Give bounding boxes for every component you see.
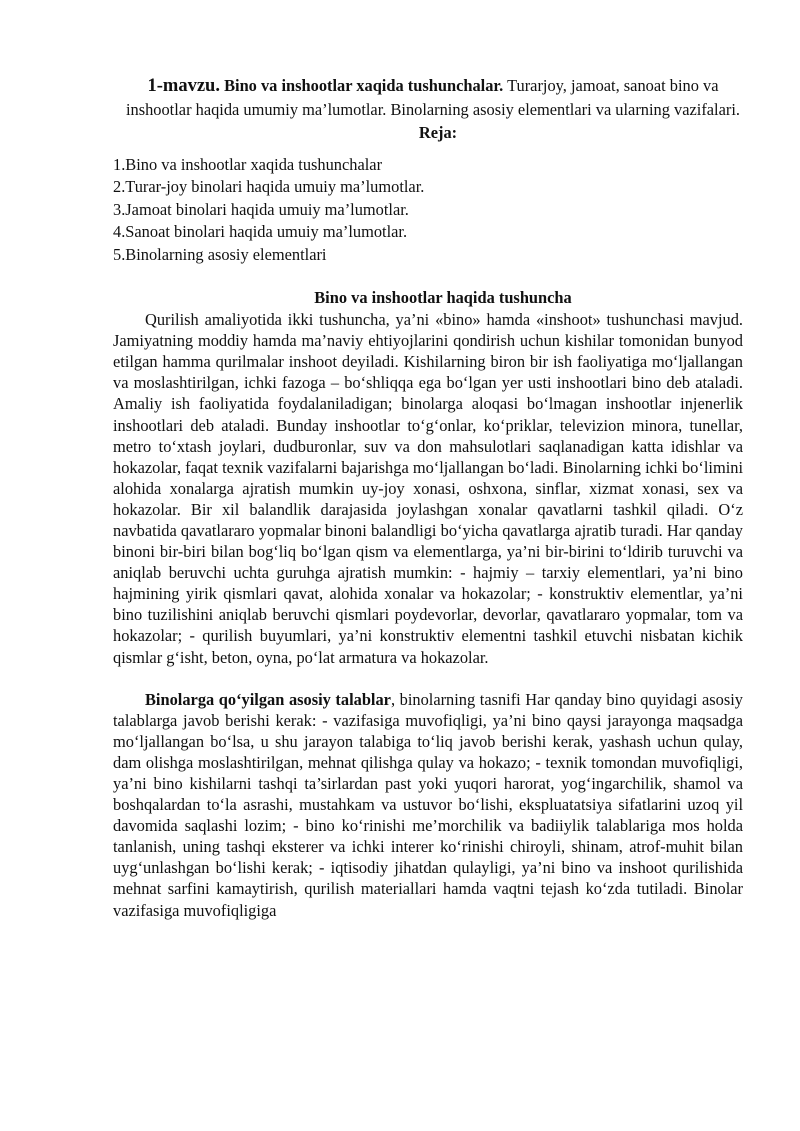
plan-item: 1.Bino va inshootlar xaqida tushunchalar <box>113 155 383 174</box>
document-title <box>123 74 743 121</box>
paragraph-2 <box>113 689 743 921</box>
page-content <box>113 74 743 921</box>
paragraph-1: Qurilish amaliyotida ikki tushuncha, ya’ni «bino» hamda «inshoot» tushunchasi mavjud. Jamiyatning moddiy hamda ma’naviy ehtiyojlarini qondirish uchun kishilar tomonidan bunyod etilgan hamma qurilmalar inshoot deyiladi. Kishilarning biron bir ish faoliyatiga mo‘ljallangan va moslashtirilgan, ichki fazoga – bo‘shliqqa ega bo‘lgan yer usti inshootlari bino deb ataladi. Amaliy ish faoliyatida foydalaniladigan; binolarga aloqasi bo‘lmagan inshootlar injenerlik inshootlari deb ataladi. Bunday inshootlar to‘g‘onlar, ko‘priklar, televizion minora, tunellar, metro to‘xtash joylari, dudburonlar, suv va don mahsulotlari saqlanadigan katta idishlar va hokazolar, faqat texnik vazifalarni bajarishga mo‘ljallangan bo‘ladi. Binolarning ichki bo‘limini alohida xonalarga ajratish mumkin uy-joy xonasi, oshxona, sinflar, xizmat xonasi, sex va hokazolar. Bir xil balandlik darajasida joylashgan xonalar qavatlarni tashkil qiladi. O‘z navbatida qavatlararo yopmalar binoni balandligi bo‘yicha qavatlarga ajratib turadi. Har qanday binoni bir-biri bilan bog‘liq bo‘lgan qism va elementlarga, ya’ni bir-birini to‘ldirib turuvchi va aniqlab beruvchi uchta guruhga ajratish mumkin: ‑ hajmiy – tarxiy elementlari, ya’ni bino hajmining yirik qismlari qavat, alohida xonalar va hokazolar; ‑ konstruktiv elementlar, ya’ni bino tuzilishini aniqlab beruvchi qismlari poydevorlar, devorlar, qavatlararo yopmalar, tom va hokazolar; ‑ qurilish buyumlari, ya’ni konstruktiv elementni tashkil etuvchi nisbatan kichik qismlar g‘isht, beton, oyna, po‘lat armatura va hokazolar. <box>113 310 743 667</box>
topic-title-bold: Bino va inshootlar xaqida tushunchalar. <box>224 76 504 95</box>
plan-item: 4.Sanoat binolari haqida umuiy ma’lumotlar. <box>113 222 408 242</box>
topic-number: 1-mavzu. <box>147 76 220 96</box>
plan-list <box>113 154 743 266</box>
section-heading: Bino va inshootlar haqida tushuncha <box>314 288 572 308</box>
plan-item: 3.Jamoat binolari haqida umuiy ma’lumotlar. <box>113 199 409 219</box>
plan-heading: Reja: <box>418 123 458 142</box>
topic-title-rest: Turarjoy, jamoat, sanoat bino va inshootlar haqida umumiy ma’lumotlar. Binolarning asosiy elementlari va ularning vazifalari. <box>125 76 741 119</box>
paragraph-2-lead: Binolarga qo‘yilgan asosiy talablar <box>145 689 391 709</box>
plan-item: 2.Turar-joy binolari haqida umuiy ma’lumotlar. <box>113 177 425 197</box>
plan-item: 5.Binolarning asosiy elementlari <box>113 244 327 264</box>
paragraph-2-body: , binolarning tasnifi Har qanday bino quyidagi asosiy talablarga javob berishi kerak: ‑ vazifasiga muvofiqligi, ya’ni bino qaysi jarayonga maqsadga mo‘ljallangan bo‘lsa, u shu jarayon talabiga to‘liq javob berishi kerak, yashash uchun qulay, dam olishga moslashtirilgan, mehnat qilishga qulay va hokazo; ‑ texnik tomondan muvofiqligi, ya’ni bino kishilarni tashqi ta’sirlardan past yoki yuqori harorat, yog‘ingarchilik, shamol va boshqalardan to‘la asrashi, mustahkam va ustuvor bo‘lishi, ekspluatatsiya sifatlarini uzoq yil davomida saqlashi lozim; ‑ bino ko‘rinishi me’morchilik va badiiylik talablariga mos holda tanlanish, uning tashqi eksterer va ichki interer ko‘rinishi chiroyli, shinam, atrof-muhit bilan uyg‘unlashgan bo‘lishi kerak; ‑ iqtisodiy jihatdan qulayligi, ya’ni bino va inshoot qurilishida mehnat sarfini kamaytirish, qurilish materiallari hamda vaqtni tejash ko‘zda tutiladi. Binolar vazifasiga muvofiqligiga <box>113 689 743 920</box>
